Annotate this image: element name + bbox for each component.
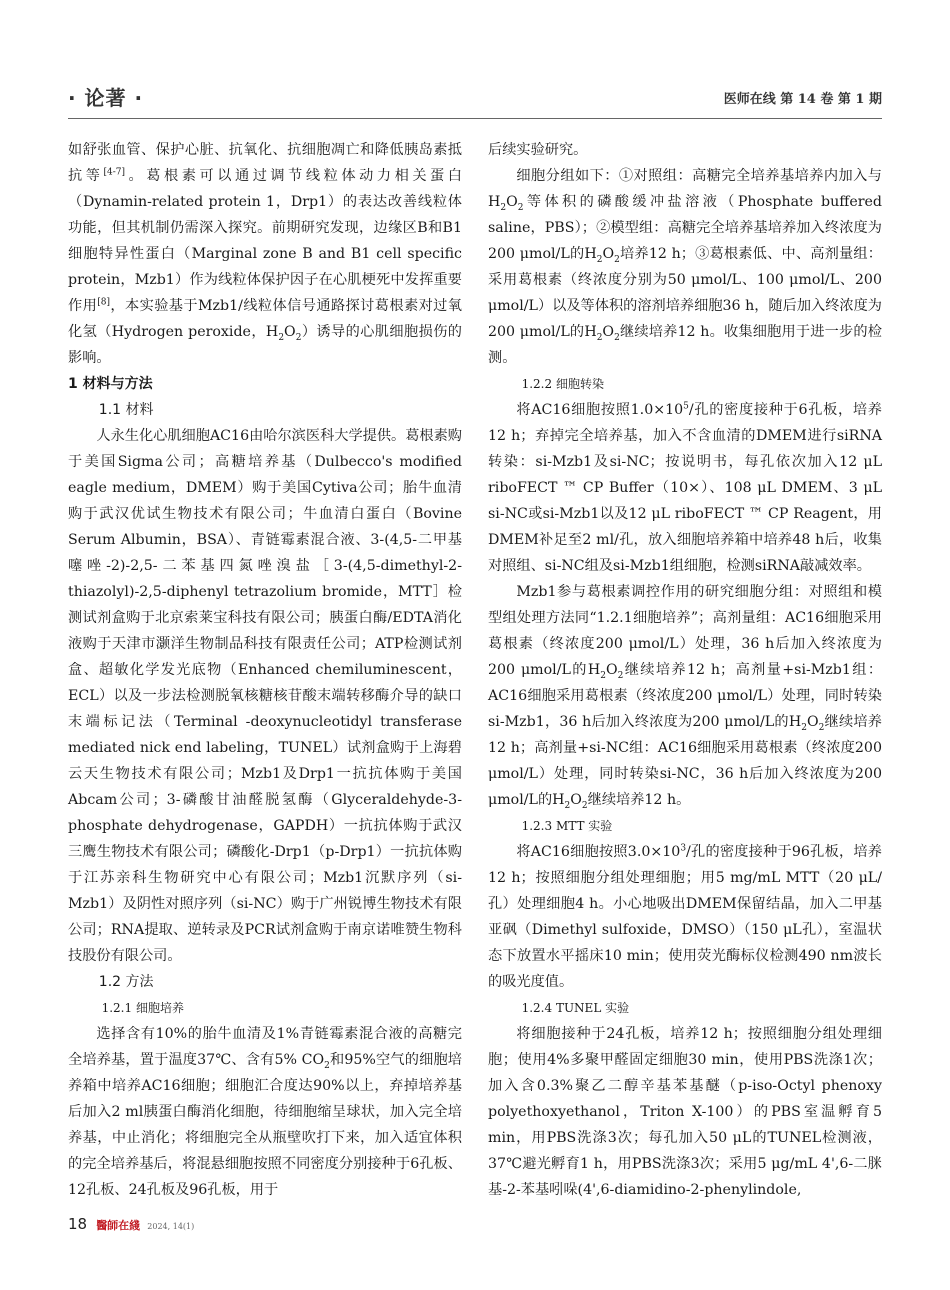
grouping-paragraph: 细胞分组如下：①对照组：高糖完全培养基培养内加入与$H_2O_2$等体积的磷酸缓冲盐溶液（Phosphate buffered saline，PBS）；②模型组：高糖完全培养基培养加入终浓度为200 μmol/L的$H_2O_2$培养12 h；③葛根素低、中、高剂量组：采用葛根素（终浓度分别为50 μmol/L、100 μmol/L、200 μmol/L）以及等体积的溶剂培养细胞36 h，随后加入终浓度为200 μmol/L的$H_2O_2$继续培养12 h。收集细胞用于进一步的检测。 <box>488 168 882 366</box>
tunel-paragraph: 将细胞接种于24孔板，培养12 h；按照细胞分组处理细胞；使用4%多聚甲醛固定细胞30 min，使用PBS洗涤1次；加入含0.3%聚乙二醇辛基苯基醚（p-iso-Octyl phenoxy polyethoxyethanol，Triton X-100）的PBS室温孵育5 min，用PBS洗涤3次；每孔加入50 μL的TUNEL检测液，37℃避光孵育1 h，用PBS洗涤3次；采用5 μg/mL 4',6-二脒基-2-苯基吲哚(4',6-diamidino-2-phenylindole, <box>488 1026 882 1198</box>
culture-paragraph: 选择含有10%的胎牛血清及1%青链霉素混合液的高糖完全培养基，置于温度37℃、含有5% $CO_2$和95%空气的细胞培养箱中培养AC16细胞；细胞汇合度达90%以上，弃掉培养基后加入2 ml胰蛋白酶消化细胞，待细胞缩呈球状，加入完全培养基，中止消化；将细胞完全从瓶壁吹打下来，加入适宜体积的完全培养基后，将混悬细胞按照不同密度分别接种于6孔板、12孔板、24孔板及96孔板，用于 <box>68 1026 462 1198</box>
journal-issue: 医师在线 第 14 卷 第 1 期 <box>723 92 882 107</box>
section-label: · 论著 · <box>68 86 144 110</box>
header-divider <box>68 118 882 119</box>
journal-logo: 醫師在綫 <box>96 1219 141 1232</box>
transfection-paragraph: 将AC16细胞按照$1.0\times 10^5/$孔的密度接种于6孔板，培养12 h；弃掉完全培养基，加入不含血清的DMEM进行siRNA转染：si-Mzb1及si-NC；按说明书，每孔依次加入12 μL riboFECT ™ CP Buffer（10×）、108 μL DMEM、3 μL si-NC或si-Mzb1以及12 μL riboFECT ™ CP Reagent，用DMEM补足至2 ml/孔，放入细胞培养箱中培养48 h后，收集对照组、si-NC组及si-Mzb1组细胞，检测siRNA敲减效率。 <box>488 401 882 574</box>
heading-materials: 1.1 材料 <box>98 402 154 418</box>
heading-cell-culture: 1.2.1 细胞培养 <box>101 1001 184 1015</box>
heading-transfection: 1.2.2 细胞转染 <box>521 377 604 391</box>
page-number: 18 <box>68 1215 88 1233</box>
page-header <box>68 78 882 118</box>
materials-paragraph: 人永生化心肌细胞AC16由哈尔滨医科大学提供。葛根素购于美国Sigma公司；高糖培养基（Dulbecco's modified eagle medium，DMEM）购于美国Cytiva公司；胎牛血清购于武汉优试生物技术有限公司；牛血清白蛋白（Bovine Serum Albumin，BSA）、青链霉素混合液、3-(4,5-二甲基噻唑-2)-2,5-二苯基四氮唑溴盐［3-(4,5-dimethyl-2-thiazolyl)-2,5-diphenyl tetrazolium bromide，MTT］检测试剂盒购于北京索莱宝科技有限公司；胰蛋白酶/EDTA消化液购于天津市灏洋生物制品科技有限责任公司；ATP检测试剂盒、超敏化学发光底物（Enhanced chemiluminescent，ECL）以及一步法检测脱氧核糖核苷酸末端转移酶介导的缺口末端标记法（Terminal -deoxynucleotidyl transferase mediated nick end labeling，TUNEL）试剂盒购于上海碧云天生物技术有限公司；Mzb1及Drp1一抗抗体购于美国Abcam公司；3-磷酸甘油醛脱氢酶（Glyceraldehyde-3-phosphate dehydrogenase，GAPDH）一抗抗体购于武汉三鹰生物技术有限公司；磷酸化-Drp1（p-Drp1）一抗抗体购于江苏亲科生物研究中心有限公司；Mzb1沉默序列（si-Mzb1）及阴性对照序列（si-NC）购于广州锐博生物技术有限公司；RNA提取、逆转录及PCR试剂盒购于南京诺唯赞生物科技股份有限公司。 <box>68 428 462 964</box>
continuation-text: 后续实验研究。 <box>488 142 588 158</box>
intro-paragraph: 如舒张血管、保护心脏、抗氧化、抗细胞凋亡和降低胰岛素抵抗等[4-7]。葛根素可以通过调节线粒体动力相关蛋白（Dynamin-related protein 1，Drp1）的表达改善线粒体功能，但其机制仍需深入探究。前期研究发现，边缘区B和B1细胞特异性蛋白（Marginal zone B and B1 cell specific protein，Mzb1）作为线粒体保护因子在心肌梗死中发挥重要作用[8]，本实验基于Mzb1/线粒体信号通路探讨葛根素对过氧化氢（Hydrogen peroxide，$H_2O_2$）诱导的心肌细胞损伤的影响。 <box>68 142 462 366</box>
left-column <box>68 137 462 1203</box>
footer-issue: 2024, 14(1) <box>147 1222 195 1231</box>
heading-tunel: 1.2.4 TUNEL 实验 <box>521 1001 630 1015</box>
mtt-paragraph: 将AC16细胞按照$3.0\times 10^3/$孔的密度接种于96孔板，培养12 h；按照细胞分组处理细胞；用5 mg/mL MTT（20 μL/孔）处理细胞4 h。小心地吸出DMEM保留结晶，加入二甲基亚砜（Dimethyl sulfoxide，DMSO）（150 μL孔），室温状态下放置水平摇床10 min；使用荧光酶标仪检测490 nm波长的吸光度值。 <box>488 843 882 990</box>
heading-procedures: 1.2 方法 <box>98 974 154 990</box>
page-footer <box>68 1214 194 1238</box>
right-column <box>488 137 882 1203</box>
heading-methods: 1 材料与方法 <box>68 376 153 392</box>
mzb1-grouping-paragraph: Mzb1参与葛根素调控作用的研究细胞分组：对照组和模型组处理方法同“1.2.1细胞培养”；高剂量组：AC16细胞采用葛根素（终浓度200 μmol/L）处理，36 h后加入终浓度为200 μmol/L的$H_2O_2$继续培养12 h；高剂量+si-Mzb1组：AC16细胞采用葛根素（终浓度200 μmol/L）处理，同时转染si-Mzb1，36 h后加入终浓度为200 μmol/L的$H_2O_2$继续培养12 h；高剂量+si-NC组：AC16细胞采用葛根素（终浓度200 μmol/L）处理，同时转染si-NC，36 h后加入终浓度为200 μmol/L的$H_2O_2$继续培养12 h。 <box>488 584 883 811</box>
heading-mtt: 1.2.3 MTT 实验 <box>521 819 613 833</box>
